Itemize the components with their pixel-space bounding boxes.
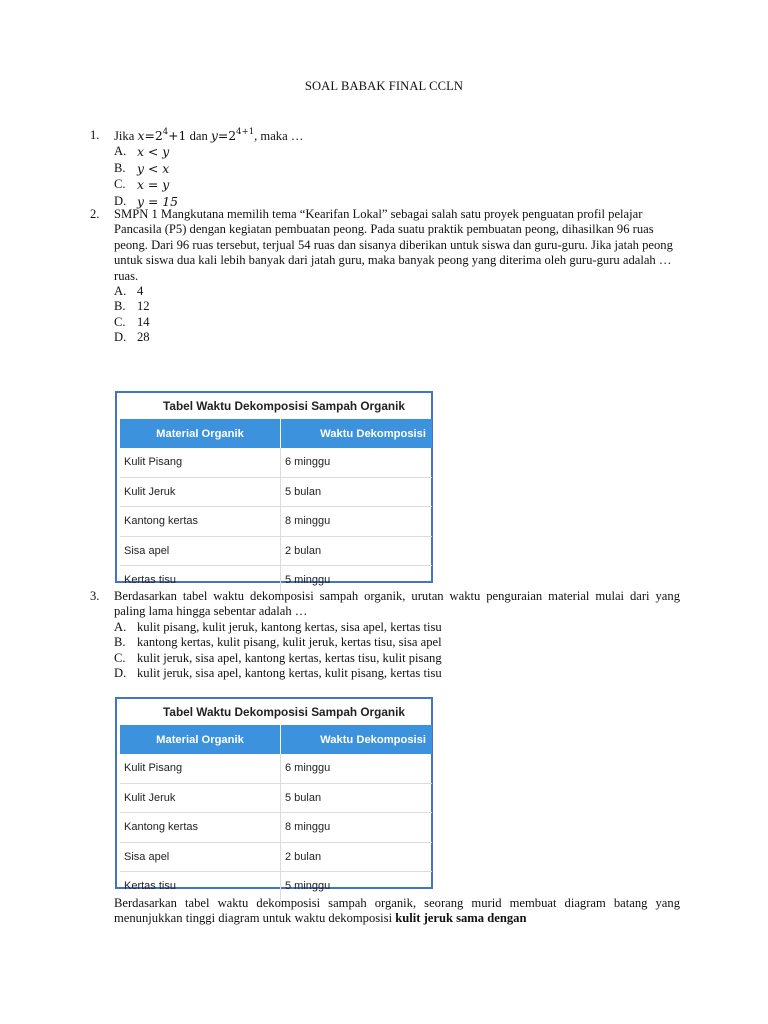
question-1-stem: Jika $x=2^4+1$ dan $y=2^{4+1}$, maka … <box>114 127 304 143</box>
question-4-stem: Berdasarkan tabel waktu dekomposisi sampah organik, seorang murid membuat diagram batang yang menunjukkan tinggi diagram untuk waktu dekomposisi kulit jeruk sama dengan <box>114 896 680 926</box>
option-d: D. 28 <box>114 330 150 345</box>
header-material: Material Organik <box>120 419 281 448</box>
question-number: 1. <box>90 128 100 142</box>
table-row: Kantong kertas 8 minggu <box>120 507 432 537</box>
decomposition-table-2 <box>115 697 433 893</box>
table-row: Kulit Jeruk 5 bulan <box>120 477 432 507</box>
header-time: Waktu Dekomposisi <box>281 419 433 448</box>
bold-phrase: kulit jeruk sama dengan <box>395 911 527 926</box>
table-row: Kertas tisu 5 minggu <box>120 872 432 901</box>
option-a: A. x < y <box>114 144 170 160</box>
decomposition-table-1 <box>115 391 433 587</box>
table-header-row <box>120 419 432 448</box>
question-4 <box>90 896 680 927</box>
table-row: Kulit Pisang 6 minggu <box>120 448 432 477</box>
table-title: Tabel Waktu Dekomposisi Sampah Organik <box>163 399 405 413</box>
option-b: B. 12 <box>114 299 150 314</box>
table-grid <box>120 725 432 901</box>
table-title: Tabel Waktu Dekomposisi Sampah Organik <box>163 705 405 719</box>
table-row: Sisa apel 2 bulan <box>120 842 432 872</box>
option-d: D. kulit jeruk, sisa apel, kantong kertas, kulit pisang, kertas tisu <box>114 666 442 681</box>
header-time: Waktu Dekomposisi <box>281 725 433 754</box>
header-material: Material Organik <box>120 725 281 754</box>
option-c: C. kulit jeruk, sisa apel, kantong kertas, kertas tisu, kulit pisang <box>114 650 442 665</box>
table-row: Kantong kertas 8 minggu <box>120 813 432 843</box>
option-d: D. y = 15 <box>114 193 179 209</box>
question-number: 2. <box>90 207 100 221</box>
question-2-stem: SMPN 1 Mangkutana memilih tema “Kearifan Lokal” sebagai salah satu proyek penguatan profil pelajar Pancasila (P5) dengan kegiatan pembuatan peong. Pada suatu praktik pembuatan peong, dihasilkan 96 ruas peong. Dari 96 ruas tersebut, terjual 54 ruas dan sisanya diberikan untuk siswa dan guru-guru. Jika jatah peong untuk siswa dua kali lebih banyak dari jatah guru, maka banyak peong yang diterima oleh guru-guru adalah … ruas. <box>114 207 673 283</box>
option-a: A. 4 <box>114 284 144 299</box>
option-a: A. kulit pisang, kulit jeruk, kantong kertas, sisa apel, kertas tisu <box>114 619 442 634</box>
option-b: B. kantong kertas, kulit pisang, kulit jeruk, kertas tisu, sisa apel <box>114 635 442 650</box>
table-header-row <box>120 725 432 754</box>
option-c: C. x = y <box>114 177 170 193</box>
question-2 <box>90 207 680 346</box>
question-3 <box>90 589 680 681</box>
table-row: Kulit Jeruk 5 bulan <box>120 783 432 813</box>
page-title: SOAL BABAK FINAL CCLN <box>304 79 464 93</box>
table-row: Kulit Pisang 6 minggu <box>120 754 432 783</box>
question-number: 3. <box>90 589 100 603</box>
table-grid <box>120 419 432 595</box>
question-3-stem: Berdasarkan tabel waktu dekomposisi sampah organik, urutan waktu penguraian material mulai dari yang paling lama hingga sebentar adalah … <box>114 589 680 619</box>
question-1 <box>90 128 680 210</box>
table-row: Kertas tisu 5 minggu <box>120 566 432 595</box>
table-row: Sisa apel 2 bulan <box>120 536 432 566</box>
option-c: C. 14 <box>114 314 150 329</box>
option-b: B. y < x <box>114 160 170 176</box>
